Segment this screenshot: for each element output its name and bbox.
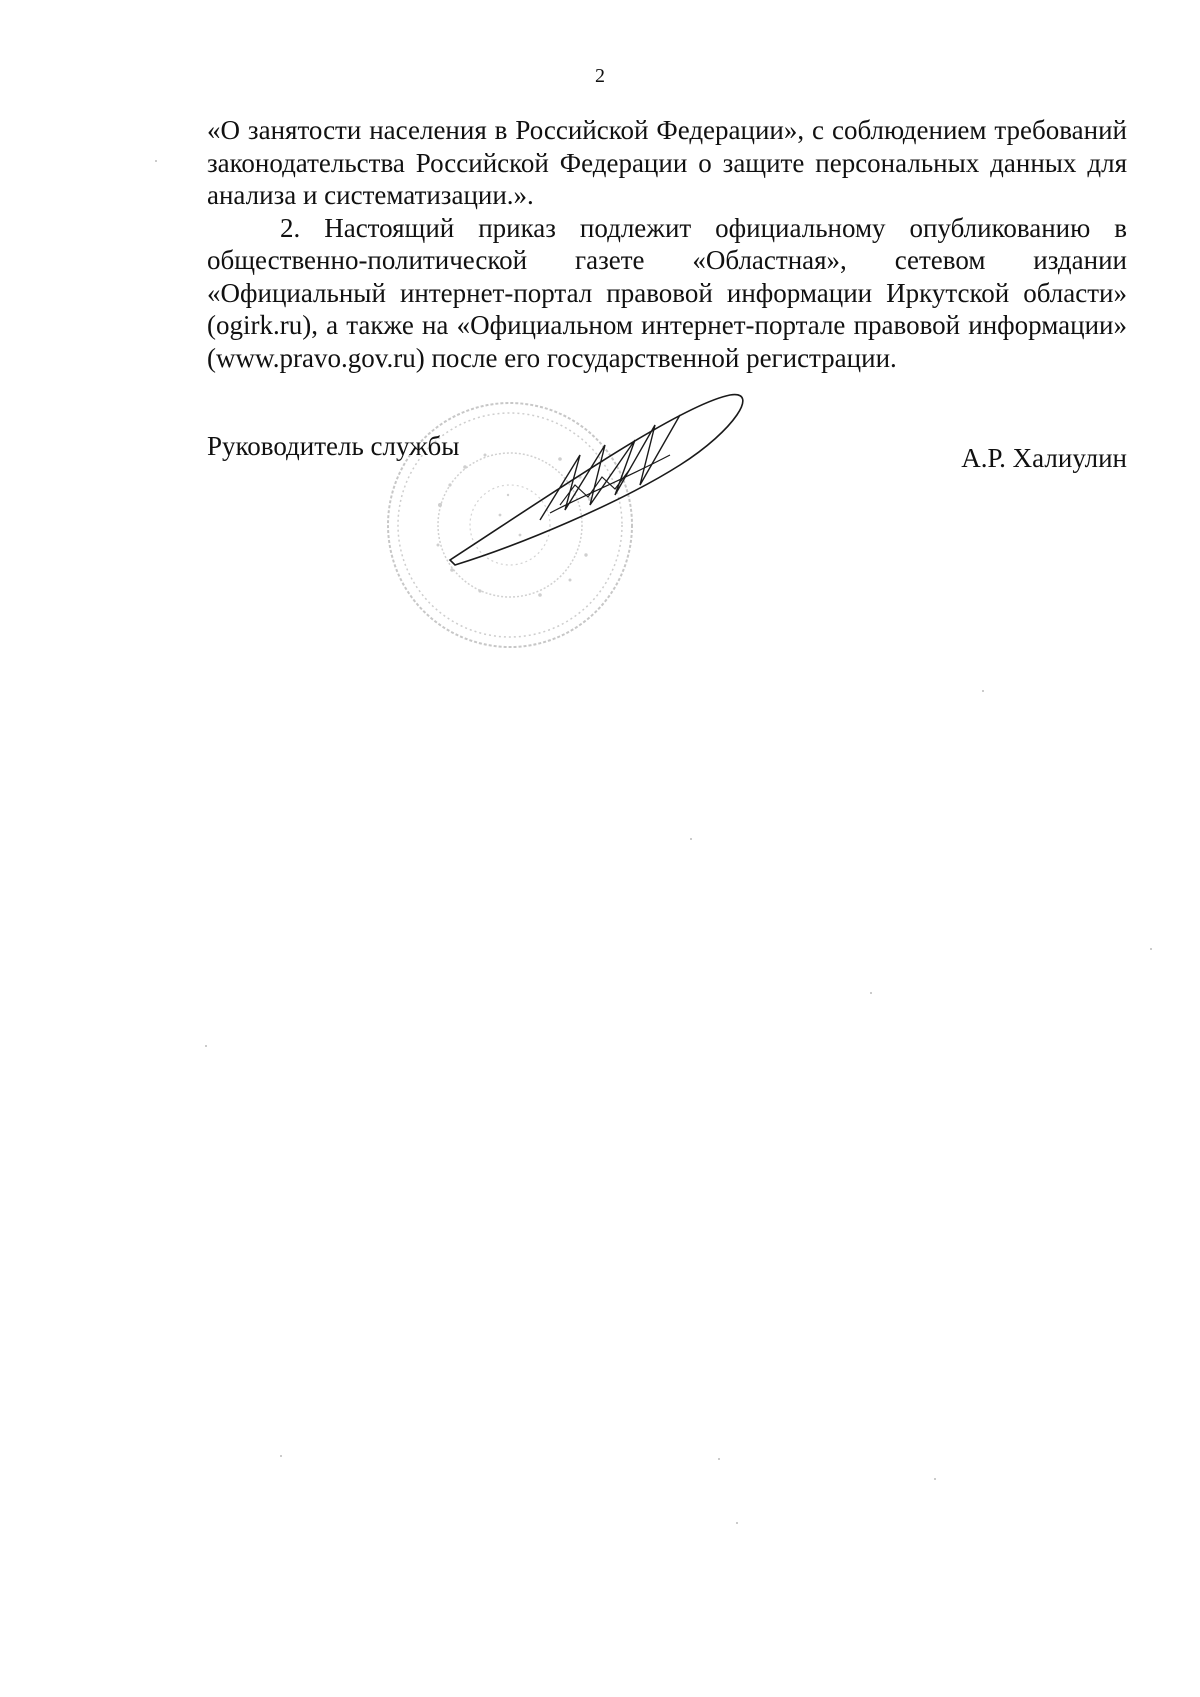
signatory-name: А.Р. Халиулин — [961, 443, 1127, 473]
scan-speck — [718, 1458, 720, 1460]
handwritten-signature-icon — [430, 385, 790, 605]
scan-speck — [870, 992, 872, 994]
signatory-title: Руководитель службы — [207, 431, 460, 461]
paragraph-publication: 2. Настоящий приказ подлежит официальному опубликованию в общественно-политической газете «Областная», сетевом издании «Официальный интернет-портал правовой информации Иркутской области» (ogirk.ru), а также на «Официальном интернет-портале правовой информации» (www.pravo.gov.ru) после его государственной регистрации. — [207, 212, 1127, 373]
scan-speck — [205, 1045, 207, 1047]
scan-speck — [690, 838, 692, 840]
scan-speck — [934, 1478, 936, 1480]
paragraph-continuation: «О занятости населения в Российской Федерации», с соблюдением требований законодательства Российской Федерации о защите персональных данных для анализа и систематизации.». — [207, 115, 1127, 210]
scan-speck — [1150, 948, 1152, 950]
page-number: 2 — [595, 65, 605, 87]
scan-speck — [982, 690, 984, 692]
scan-speck — [155, 160, 157, 162]
scan-speck — [280, 1455, 282, 1457]
scan-speck — [736, 1522, 738, 1524]
document-body — [207, 114, 1127, 374]
